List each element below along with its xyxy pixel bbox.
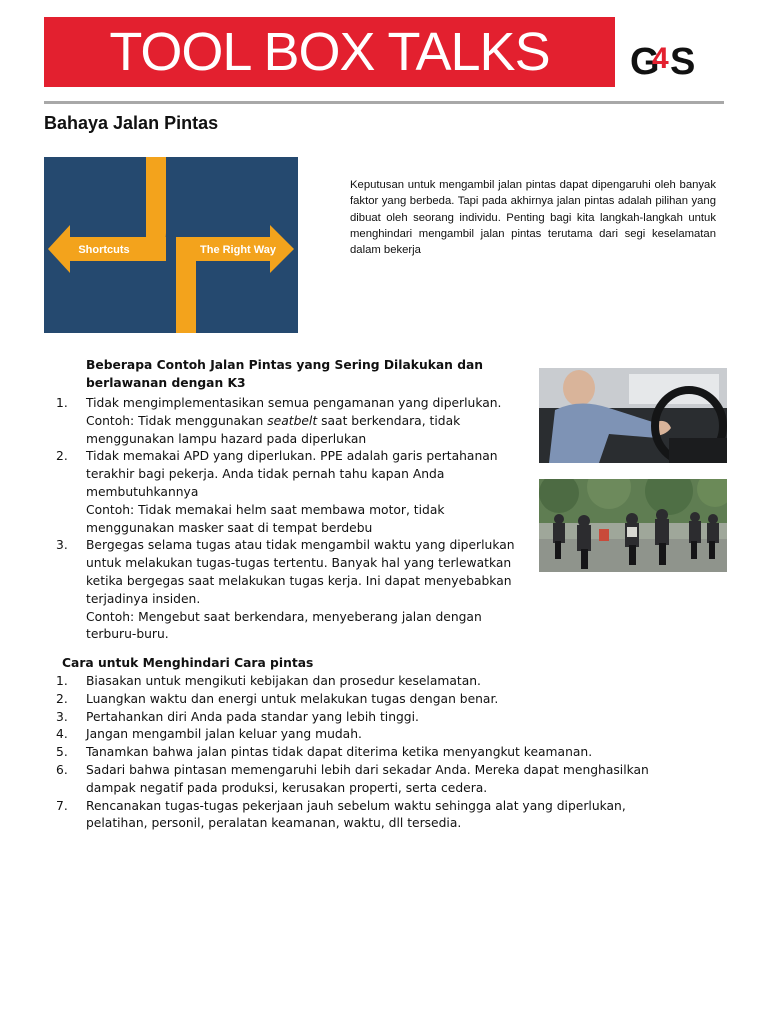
list-item-text: Bergegas selama tugas atau tidak mengambil waktu yang diperlukan untuk melakukan tugas-tugas tertentu. Banyak hal yang terlewatkan ketika bergegas saat melakukan tugas kerja. Ini dapat menyebabkan terjadinya insiden.	[86, 538, 515, 606]
list-item	[56, 673, 676, 691]
driver-seatbelt-photo	[539, 368, 727, 463]
example-italic: seatbelt	[267, 413, 318, 428]
banner-title: TOOL BOX TALKS	[109, 22, 550, 82]
svg-text:4: 4	[652, 42, 669, 75]
list-item-text: Tanamkan bahwa jalan pintas tidak dapat diterima ketika menyangkut keamanan.	[86, 745, 593, 760]
list-item-text: Luangkan waktu dan energi untuk melakukan tugas dengan benar.	[86, 691, 499, 706]
list-item-number: 6.	[56, 762, 68, 777]
g4s-logo	[628, 38, 712, 82]
list-item-number: 7.	[56, 798, 68, 813]
sign-left-label: Shortcuts	[78, 244, 130, 256]
shortcuts-examples-list	[56, 395, 526, 644]
list-item-number: 2.	[56, 449, 68, 464]
header-banner	[44, 17, 615, 87]
list-item-number: 3.	[56, 709, 68, 724]
avoid-shortcuts-list	[56, 673, 676, 833]
section1-heading: Beberapa Contoh Jalan Pintas yang Sering Dilakukan dan berlawanan dengan K3	[86, 358, 484, 390]
list-item	[56, 395, 526, 448]
list-item	[56, 537, 526, 644]
sign-right-label: The Right Way	[200, 244, 276, 256]
list-item	[56, 744, 676, 762]
section2-heading: Cara untuk Menghindari Cara pintas	[62, 656, 314, 670]
list-item-number: 4.	[56, 727, 68, 742]
list-item	[56, 726, 676, 744]
example-prefix: Contoh: Tidak menggunakan	[86, 413, 268, 428]
list-item-text: Tidak mengimplementasikan semua pengamanan yang diperlukan.	[86, 396, 502, 410]
list-item	[56, 448, 526, 537]
list-item-text: Biasakan untuk mengikuti kebijakan dan prosedur keselamatan.	[86, 674, 481, 688]
example-suffix: saat berkendara, tidak menggunakan lampu hazard pada diperlukan	[86, 413, 461, 446]
svg-text:S: S	[670, 41, 696, 82]
list-item	[56, 798, 676, 834]
header-divider	[44, 101, 724, 104]
list-item-text: Rencanakan tugas-tugas pekerjaan jauh sebelum waktu sehingga alat yang diperlukan, pelatihan, personil, peralatan keamanan, waktu, dll tersedia.	[86, 798, 626, 831]
list-item-text: Jangan mengambil jalan keluar yang mudah.	[86, 727, 362, 742]
list-item-example: Contoh: Tidak memakai helm saat membawa motor, tidak menggunakan masker saat di tempat berdebu	[86, 502, 445, 535]
list-item-number: 3.	[56, 538, 68, 553]
list-item-text: Pertahankan diri Anda pada standar yang lebih tinggi.	[86, 709, 419, 724]
svg-text:G: G	[630, 41, 656, 82]
intro-paragraph: Keputusan untuk mengambil jalan pintas dapat dipengaruhi oleh banyak faktor yang berbeda. Tapi pada akhirnya jalan pintas adalah pilihan yang dibuat oleh seorang individu. Penting bagi kita langkah-langkah untuk menghindari mengambil jalan pintas terutama dari segi keselamatan dalam bekerja	[350, 179, 716, 257]
list-item-example	[86, 413, 526, 449]
page-title: Bahaya Jalan Pintas	[44, 113, 219, 133]
shortcuts-sign-image	[44, 157, 298, 333]
list-item-text: Tidak memakai APD yang diperlukan. PPE adalah garis pertahanan terakhir bagi pekerja. Anda tidak pernah tahu kapan Anda membutuhkannya	[86, 449, 498, 499]
list-item-number: 1.	[56, 396, 68, 410]
list-item	[56, 762, 676, 798]
list-item-number: 5.	[56, 745, 68, 760]
list-item-number: 1.	[56, 674, 68, 688]
list-item	[56, 709, 676, 727]
list-item-text: Sadari bahwa pintasan memengaruhi lebih dari sekadar Anda. Mereka dapat menghasilkan dampak negatif pada produksi, kerusakan properti, serta cedera.	[86, 762, 649, 795]
list-item-example: Contoh: Mengebut saat berkendara, menyeberang jalan dengan terburu-buru.	[86, 609, 482, 642]
list-item-number: 2.	[56, 691, 68, 706]
list-item	[56, 691, 676, 709]
motorcycle-riders-photo	[539, 479, 727, 572]
sign-stem-top	[146, 157, 166, 247]
